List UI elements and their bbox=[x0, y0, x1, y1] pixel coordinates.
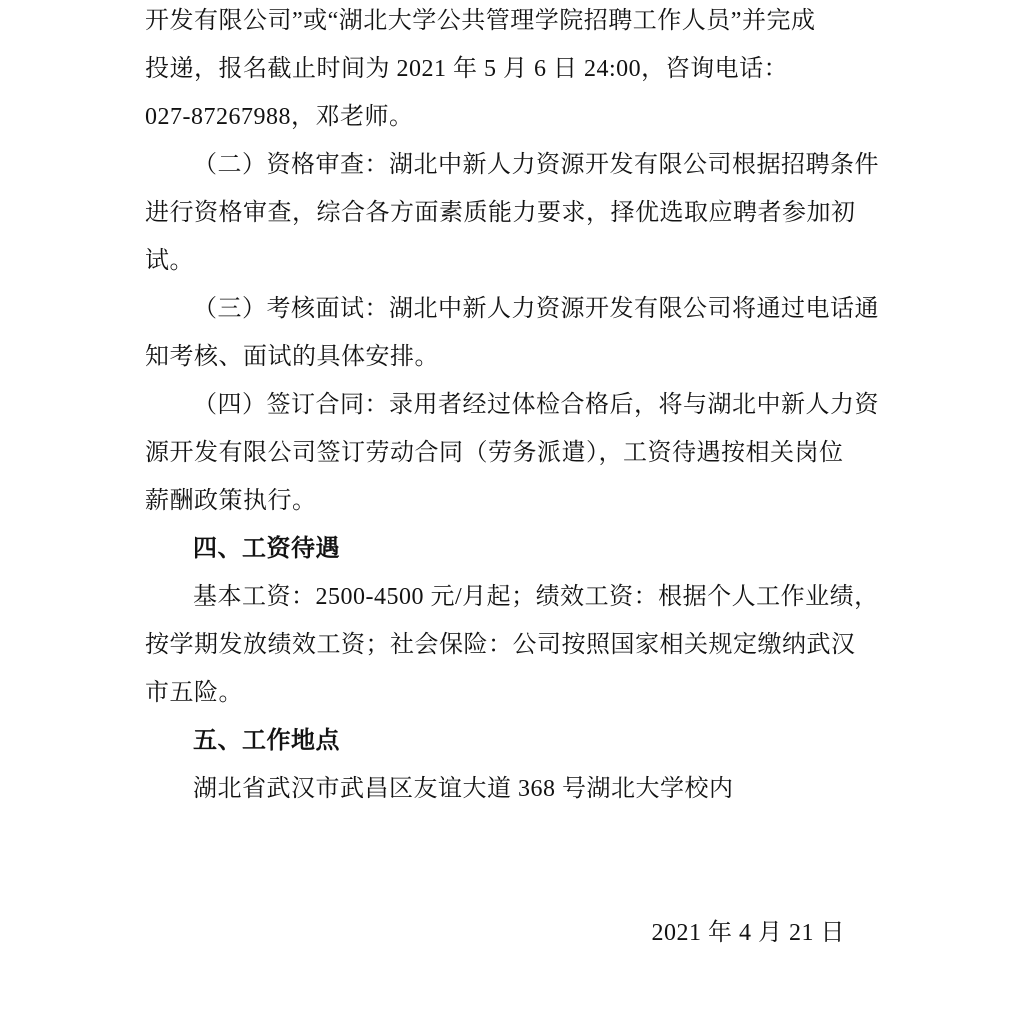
text-line: 027-87267988，邓老师。 bbox=[145, 104, 414, 130]
text-line: 试。 bbox=[145, 248, 194, 274]
text-line: 知考核、面试的具体安排。 bbox=[145, 344, 439, 370]
text-line: 源开发有限公司签订劳动合同（劳务派遣），工资待遇按相关岗位 bbox=[145, 440, 844, 466]
paragraph-start-line: 基本工资：2500-4500 元/月起；绩效工资：根据个人工作业绩， bbox=[193, 584, 879, 610]
text-line: 开发有限公司”或“湖北大学公共管理学院招聘工作人员”并完成 bbox=[145, 8, 816, 34]
text-line: 按学期发放绩效工资；社会保险：公司按照国家相关规定缴纳武汉 bbox=[145, 632, 856, 658]
paragraph-start-line: （四）签订合同：录用者经过体检合格后，将与湖北中新人力资 bbox=[193, 392, 879, 418]
paragraph-start-line: 湖北省武汉市武昌区友谊大道 368 号湖北大学校内 bbox=[193, 776, 734, 802]
text-line: 进行资格审查，综合各方面素质能力要求，择优选取应聘者参加初 bbox=[145, 200, 856, 226]
document-body bbox=[145, 0, 881, 957]
section-heading-salary: 四、工资待遇 bbox=[193, 536, 340, 562]
text-line: 投递，报名截止时间为 2021 年 5 月 6 日 24:00，咨询电话： bbox=[145, 56, 789, 82]
text-line: 市五险。 bbox=[145, 680, 243, 706]
text-line: 薪酬政策执行。 bbox=[145, 488, 317, 514]
section-heading-location: 五、工作地点 bbox=[193, 728, 340, 754]
paragraph-start-line: （二）资格审查：湖北中新人力资源开发有限公司根据招聘条件 bbox=[193, 152, 879, 178]
paragraph-start-line: （三）考核面试：湖北中新人力资源开发有限公司将通过电话通 bbox=[193, 296, 879, 322]
document-date: 2021 年 4 月 21 日 bbox=[651, 920, 845, 946]
